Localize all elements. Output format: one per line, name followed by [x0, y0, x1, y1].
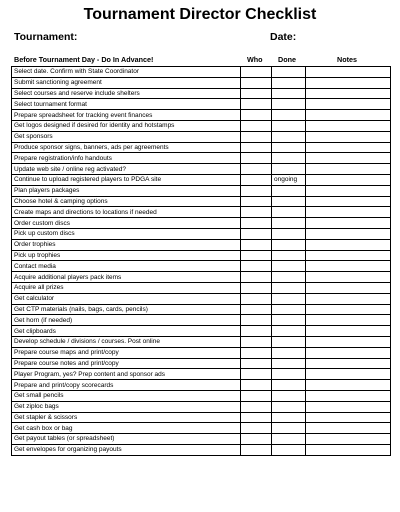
- notes-cell: [306, 67, 391, 78]
- table-row: [12, 153, 391, 164]
- who-cell: [241, 369, 272, 380]
- task-cell: Continue to upload registered players to PDGA site: [12, 174, 241, 185]
- who-cell: [241, 347, 272, 358]
- who-cell: [241, 120, 272, 131]
- who-cell: [241, 282, 272, 293]
- checklist-table: [11, 66, 391, 456]
- table-row: [12, 77, 391, 88]
- who-cell: [241, 250, 272, 261]
- done-cell: [272, 282, 306, 293]
- who-cell: [241, 272, 272, 283]
- done-column-header: Done: [278, 55, 296, 64]
- table-row: [12, 347, 391, 358]
- who-cell: [241, 218, 272, 229]
- table-row: [12, 250, 391, 261]
- table-row: [12, 358, 391, 369]
- task-cell: Get CTP materials (nails, bags, cards, pencils): [12, 304, 241, 315]
- notes-cell: [306, 239, 391, 250]
- who-cell: [241, 423, 272, 434]
- done-cell: [272, 250, 306, 261]
- notes-cell: [306, 304, 391, 315]
- task-cell: Get logos designed if desired for identity and hotstamps: [12, 120, 241, 131]
- who-cell: [241, 88, 272, 99]
- table-row: [12, 293, 391, 304]
- who-cell: [241, 131, 272, 142]
- who-cell: [241, 142, 272, 153]
- done-cell: [272, 412, 306, 423]
- task-cell: Create maps and directions to locations if needed: [12, 207, 241, 218]
- task-cell: Get ziploc bags: [12, 401, 241, 412]
- done-cell: [272, 358, 306, 369]
- done-cell: [272, 336, 306, 347]
- section-header: Before Tournament Day - Do In Advance!: [14, 55, 154, 64]
- table-row: [12, 218, 391, 229]
- table-row: [12, 336, 391, 347]
- done-cell: [272, 423, 306, 434]
- done-cell: [272, 153, 306, 164]
- notes-cell: [306, 315, 391, 326]
- table-row: [12, 67, 391, 78]
- done-cell: [272, 239, 306, 250]
- done-cell: [272, 369, 306, 380]
- table-row: [12, 110, 391, 121]
- tournament-label: Tournament:: [14, 31, 78, 43]
- who-cell: [241, 164, 272, 175]
- notes-column-header: Notes: [337, 55, 357, 64]
- table-row: [12, 228, 391, 239]
- notes-cell: [306, 207, 391, 218]
- notes-cell: [306, 110, 391, 121]
- table-row: [12, 380, 391, 391]
- done-cell: [272, 380, 306, 391]
- checklist-body: [12, 67, 391, 456]
- who-cell: [241, 185, 272, 196]
- table-row: [12, 412, 391, 423]
- who-cell: [241, 153, 272, 164]
- table-row: [12, 401, 391, 412]
- who-cell: [241, 434, 272, 445]
- task-cell: Select courses and reserve include shelters: [12, 88, 241, 99]
- task-cell: Prepare and print/copy scorecards: [12, 380, 241, 391]
- task-cell: Order custom discs: [12, 218, 241, 229]
- who-cell: [241, 99, 272, 110]
- who-cell: [241, 304, 272, 315]
- who-cell: [241, 110, 272, 121]
- done-cell: [272, 261, 306, 272]
- notes-cell: [306, 88, 391, 99]
- done-cell: [272, 315, 306, 326]
- date-label: Date:: [270, 31, 297, 43]
- task-cell: Get cash box or bag: [12, 423, 241, 434]
- notes-cell: [306, 390, 391, 401]
- done-cell: [272, 196, 306, 207]
- who-cell: [241, 358, 272, 369]
- table-row: [12, 272, 391, 283]
- done-cell: [272, 228, 306, 239]
- notes-cell: [306, 282, 391, 293]
- task-cell: Prepare course maps and print/copy: [12, 347, 241, 358]
- task-cell: Get payout tables (or spreadsheet): [12, 434, 241, 445]
- table-row: [12, 131, 391, 142]
- task-cell: Get sponsors: [12, 131, 241, 142]
- table-row: [12, 207, 391, 218]
- who-cell: [241, 326, 272, 337]
- done-cell: [272, 142, 306, 153]
- done-cell: [272, 401, 306, 412]
- notes-cell: [306, 412, 391, 423]
- who-cell: [241, 239, 272, 250]
- page-title: Tournament Director Checklist: [83, 6, 317, 23]
- who-cell: [241, 380, 272, 391]
- table-row: [12, 444, 391, 455]
- table-row: [12, 434, 391, 445]
- task-cell: Get calculator: [12, 293, 241, 304]
- notes-cell: [306, 358, 391, 369]
- notes-cell: [306, 434, 391, 445]
- task-cell: Pick up custom discs: [12, 228, 241, 239]
- task-cell: Update web site / online reg activated?: [12, 164, 241, 175]
- task-cell: Order trophies: [12, 239, 241, 250]
- done-cell: [272, 218, 306, 229]
- done-cell: [272, 185, 306, 196]
- table-row: [12, 326, 391, 337]
- notes-cell: [306, 261, 391, 272]
- who-cell: [241, 77, 272, 88]
- notes-cell: [306, 347, 391, 358]
- table-row: [12, 174, 391, 185]
- task-cell: Acquire additional players pack items: [12, 272, 241, 283]
- notes-cell: [306, 401, 391, 412]
- notes-cell: [306, 99, 391, 110]
- notes-cell: [306, 272, 391, 283]
- notes-cell: [306, 153, 391, 164]
- done-cell: [272, 131, 306, 142]
- notes-cell: [306, 228, 391, 239]
- task-cell: Select date. Confirm with State Coordinator: [12, 67, 241, 78]
- notes-cell: [306, 164, 391, 175]
- task-cell: Acquire all prizes: [12, 282, 241, 293]
- done-cell: [272, 67, 306, 78]
- notes-cell: [306, 336, 391, 347]
- who-column-header: Who: [247, 55, 263, 64]
- notes-cell: [306, 326, 391, 337]
- task-cell: Prepare spreadsheet for tracking event finances: [12, 110, 241, 121]
- who-cell: [241, 196, 272, 207]
- done-cell: [272, 120, 306, 131]
- who-cell: [241, 261, 272, 272]
- notes-cell: [306, 131, 391, 142]
- done-cell: [272, 88, 306, 99]
- notes-cell: [306, 174, 391, 185]
- table-row: [12, 261, 391, 272]
- task-cell: Get envelopes for organizing payouts: [12, 444, 241, 455]
- table-row: [12, 282, 391, 293]
- table-row: [12, 142, 391, 153]
- done-cell: [272, 110, 306, 121]
- task-cell: Plan players packages: [12, 185, 241, 196]
- who-cell: [241, 174, 272, 185]
- who-cell: [241, 444, 272, 455]
- who-cell: [241, 412, 272, 423]
- task-cell: Submit sanctioning agreement: [12, 77, 241, 88]
- notes-cell: [306, 250, 391, 261]
- notes-cell: [306, 218, 391, 229]
- table-row: [12, 423, 391, 434]
- table-row: [12, 390, 391, 401]
- done-cell: [272, 77, 306, 88]
- notes-cell: [306, 380, 391, 391]
- notes-cell: [306, 142, 391, 153]
- done-cell: [272, 293, 306, 304]
- done-cell: ongoing: [272, 174, 306, 185]
- task-cell: Get stapler & scissors: [12, 412, 241, 423]
- who-cell: [241, 293, 272, 304]
- who-cell: [241, 207, 272, 218]
- table-row: [12, 315, 391, 326]
- task-cell: Select tournament format: [12, 99, 241, 110]
- who-cell: [241, 315, 272, 326]
- task-cell: Develop schedule / divisions / courses. Post online: [12, 336, 241, 347]
- table-row: [12, 164, 391, 175]
- task-cell: Contact media: [12, 261, 241, 272]
- done-cell: [272, 207, 306, 218]
- task-cell: Get clipboards: [12, 326, 241, 337]
- done-cell: [272, 444, 306, 455]
- notes-cell: [306, 120, 391, 131]
- table-row: [12, 99, 391, 110]
- who-cell: [241, 336, 272, 347]
- table-row: [12, 304, 391, 315]
- done-cell: [272, 272, 306, 283]
- task-cell: Pick up trophies: [12, 250, 241, 261]
- notes-cell: [306, 293, 391, 304]
- done-cell: [272, 390, 306, 401]
- done-cell: [272, 164, 306, 175]
- notes-cell: [306, 196, 391, 207]
- task-cell: Choose hotel & camping options: [12, 196, 241, 207]
- task-cell: Prepare registration/info handouts: [12, 153, 241, 164]
- task-cell: Get horn (if needed): [12, 315, 241, 326]
- who-cell: [241, 401, 272, 412]
- notes-cell: [306, 369, 391, 380]
- task-cell: Get small pencils: [12, 390, 241, 401]
- done-cell: [272, 434, 306, 445]
- task-cell: Player Program, yes? Prep content and sponsor ads: [12, 369, 241, 380]
- notes-cell: [306, 77, 391, 88]
- task-cell: Produce sponsor signs, banners, ads per agreements: [12, 142, 241, 153]
- who-cell: [241, 67, 272, 78]
- table-row: [12, 120, 391, 131]
- table-row: [12, 88, 391, 99]
- done-cell: [272, 304, 306, 315]
- table-row: [12, 239, 391, 250]
- table-row: [12, 369, 391, 380]
- who-cell: [241, 228, 272, 239]
- notes-cell: [306, 444, 391, 455]
- done-cell: [272, 347, 306, 358]
- done-cell: [272, 99, 306, 110]
- task-cell: Prepare course notes and print/copy: [12, 358, 241, 369]
- table-row: [12, 185, 391, 196]
- who-cell: [241, 390, 272, 401]
- done-cell: [272, 326, 306, 337]
- notes-cell: [306, 423, 391, 434]
- table-row: [12, 196, 391, 207]
- notes-cell: [306, 185, 391, 196]
